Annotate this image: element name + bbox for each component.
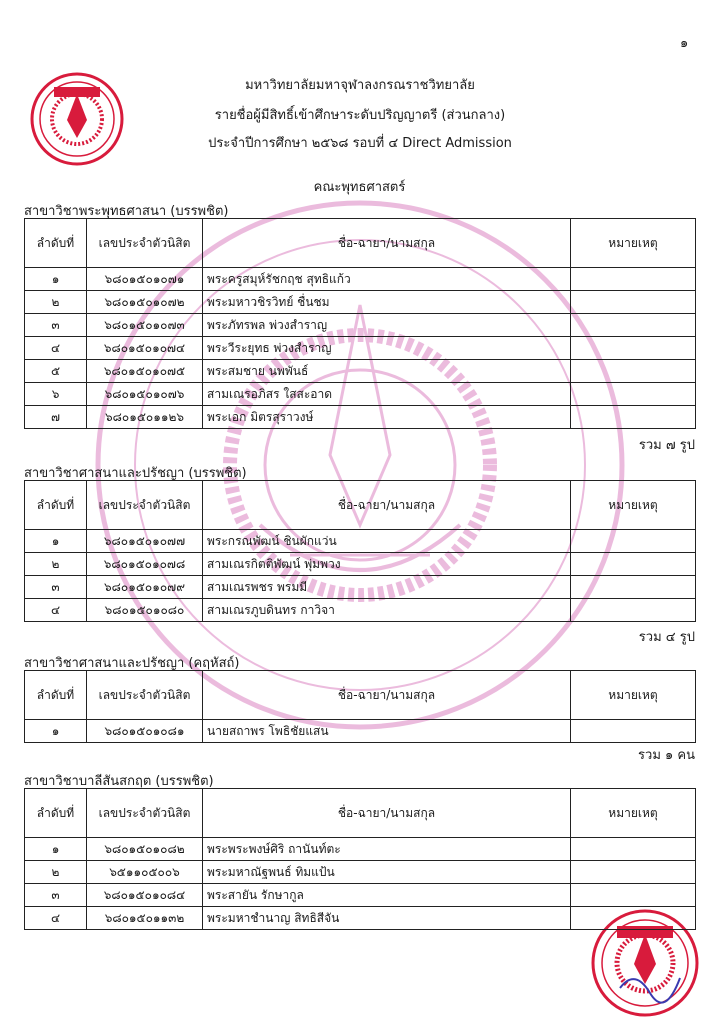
cell-id: ๖๘๐๑๕๐๑๑๒๖ [87,406,203,429]
cell-no: ๒ [25,291,87,314]
section-title: สาขาวิชาบาลีสันสกฤต (บรรพชิต) [24,774,214,789]
cell-no: ๑ [25,268,87,291]
col-header-remark: หมายเหตุ [571,481,696,530]
col-header-no: ลำดับที่ [25,789,87,838]
table-header-row [25,671,696,720]
cell-id: ๖๘๐๑๕๐๑๐๗๒ [87,291,203,314]
cell-remark [571,553,696,576]
col-header-student-id: เลขประจำตัวนิสิต [87,671,203,720]
cell-id: ๖๘๐๑๕๐๑๐๘๐ [87,599,203,622]
cell-id: ๖๘๐๑๕๐๑๐๘๒ [87,838,203,861]
cell-remark [571,530,696,553]
cell-id: ๖๘๐๑๕๐๑๐๗๙ [87,576,203,599]
cell-id: ๖๕๑๑๐๕๐๐๖ [87,861,203,884]
cell-no: ๔ [25,907,87,930]
document-title: รายชื่อผู้มีสิทธิ์เข้าศึกษาระดับปริญญาตรี (ส่วนกลาง) [214,108,506,123]
cell-name: สามเณรภูบดินทร กาวิจา [203,599,571,622]
cell-id: ๖๘๐๑๕๐๑๐๗๓ [87,314,203,337]
admission-table [24,480,696,622]
col-header-remark: หมายเหตุ [571,789,696,838]
admission-table [24,670,696,743]
cell-remark [571,291,696,314]
table-row [25,884,696,907]
table-row [25,720,696,743]
col-header-name: ชื่อ-ฉายา/นามสกุล [203,671,571,720]
cell-no: ๓ [25,314,87,337]
cell-name: สามเณรอภิสร ใสสะอาด [203,383,571,406]
cell-remark [571,314,696,337]
table-header-row [25,789,696,838]
cell-remark [571,360,696,383]
cell-no: ๗ [25,406,87,429]
section-total: รวม ๔ รูป [638,630,695,645]
cell-name: สามเณรกิตติพัฒน์ พุ่มพวง [203,553,571,576]
cell-name: พระมหาณัฐพนธ์ ทิมแป้น [203,861,571,884]
cell-no: ๔ [25,599,87,622]
table-row [25,838,696,861]
university-name: มหาวิทยาลัยมหาจุฬาลงกรณราชวิทยาลัย [245,78,475,93]
col-header-name: ชื่อ-ฉายา/นามสกุล [203,219,571,268]
cell-remark [571,720,696,743]
university-seal-icon [30,72,124,166]
cell-remark [571,383,696,406]
section-total: รวม ๑ คน [638,748,695,763]
cell-name: พระครูสมุห์รัชกฤช สุทธิแก้ว [203,268,571,291]
section-title: สาขาวิชาพระพุทธศาสนา (บรรพชิต) [24,204,229,219]
cell-name: นายสถาพร โพธิชัยแสน [203,720,571,743]
cell-no: ๒ [25,861,87,884]
cell-remark [571,599,696,622]
cell-name: พระวีระยุทธ พ่วงสำราญ [203,337,571,360]
cell-no: ๖ [25,383,87,406]
cell-name: พระกรณพัฒน์ ชินผักแว่น [203,530,571,553]
admission-table [24,218,696,429]
table-header-row [25,219,696,268]
col-header-no: ลำดับที่ [25,481,87,530]
cell-remark [571,861,696,884]
section-total: รวม ๗ รูป [638,438,695,453]
page-number: ๑ [680,36,689,51]
cell-id: ๖๘๐๑๕๐๑๐๗๗ [87,530,203,553]
section-title: สาขาวิชาศาสนาและปรัชญา (บรรพชิต) [24,466,247,481]
cell-no: ๓ [25,884,87,907]
cell-remark [571,576,696,599]
cell-remark [571,907,696,930]
cell-id: ๖๘๐๑๕๐๑๐๗๔ [87,337,203,360]
cell-remark [571,337,696,360]
col-header-student-id: เลขประจำตัวนิสิต [87,219,203,268]
table-row [25,861,696,884]
cell-id: ๖๘๐๑๕๐๑๐๗๖ [87,383,203,406]
col-header-remark: หมายเหตุ [571,671,696,720]
table-row [25,291,696,314]
cell-no: ๒ [25,553,87,576]
section-title: สาขาวิชาศาสนาและปรัชญา (คฤหัสถ์) [24,656,240,671]
cell-name: พระมหาชำนาญ สิทธิสีจัน [203,907,571,930]
table-row [25,360,696,383]
cell-id: ๖๘๐๑๕๐๑๐๗๕ [87,360,203,383]
cell-name: พระสายัน รักษากูล [203,884,571,907]
cell-no: ๕ [25,360,87,383]
table-row [25,337,696,360]
col-header-student-id: เลขประจำตัวนิสิต [87,789,203,838]
cell-remark [571,268,696,291]
col-header-name: ชื่อ-ฉายา/นามสกุล [203,481,571,530]
col-header-student-id: เลขประจำตัวนิสิต [87,481,203,530]
cell-id: ๖๘๐๑๕๐๑๐๘๑ [87,720,203,743]
cell-no: ๔ [25,337,87,360]
table-header-row [25,481,696,530]
cell-no: ๑ [25,720,87,743]
cell-remark [571,838,696,861]
cell-no: ๑ [25,530,87,553]
table-row [25,553,696,576]
cell-remark [571,884,696,907]
table-row [25,907,696,930]
cell-id: ๖๘๐๑๕๐๑๑๓๒ [87,907,203,930]
cell-id: ๖๘๐๑๕๐๑๐๗๑ [87,268,203,291]
col-header-no: ลำดับที่ [25,219,87,268]
col-header-no: ลำดับที่ [25,671,87,720]
cell-name: สามเณรพชร พรมมี [203,576,571,599]
academic-year-round: ประจำปีการศึกษา ๒๕๖๘ รอบที่ ๔ Direct Admission [208,136,512,151]
cell-no: ๓ [25,576,87,599]
cell-name: พระภัทรพล พ่วงสำราญ [203,314,571,337]
cell-remark [571,406,696,429]
faculty-title: คณะพุทธศาสตร์ [313,180,406,195]
table-row [25,383,696,406]
table-row [25,576,696,599]
cell-id: ๖๘๐๑๕๐๑๐๗๘ [87,553,203,576]
col-header-name: ชื่อ-ฉายา/นามสกุล [203,789,571,838]
cell-name: พระเอก มิตรสุราวงษ์ [203,406,571,429]
admission-table [24,788,696,930]
cell-id: ๖๘๐๑๕๐๑๐๘๔ [87,884,203,907]
cell-name: พระพระพงษ์ศิริ ถานันท์ตะ [203,838,571,861]
cell-no: ๑ [25,838,87,861]
table-row [25,314,696,337]
col-header-remark: หมายเหตุ [571,219,696,268]
table-row [25,599,696,622]
table-row [25,406,696,429]
table-row [25,268,696,291]
cell-name: พระมหาวชิรวิทย์ ชื่นชม [203,291,571,314]
table-row [25,530,696,553]
cell-name: พระสมชาย นพพันธ์ [203,360,571,383]
